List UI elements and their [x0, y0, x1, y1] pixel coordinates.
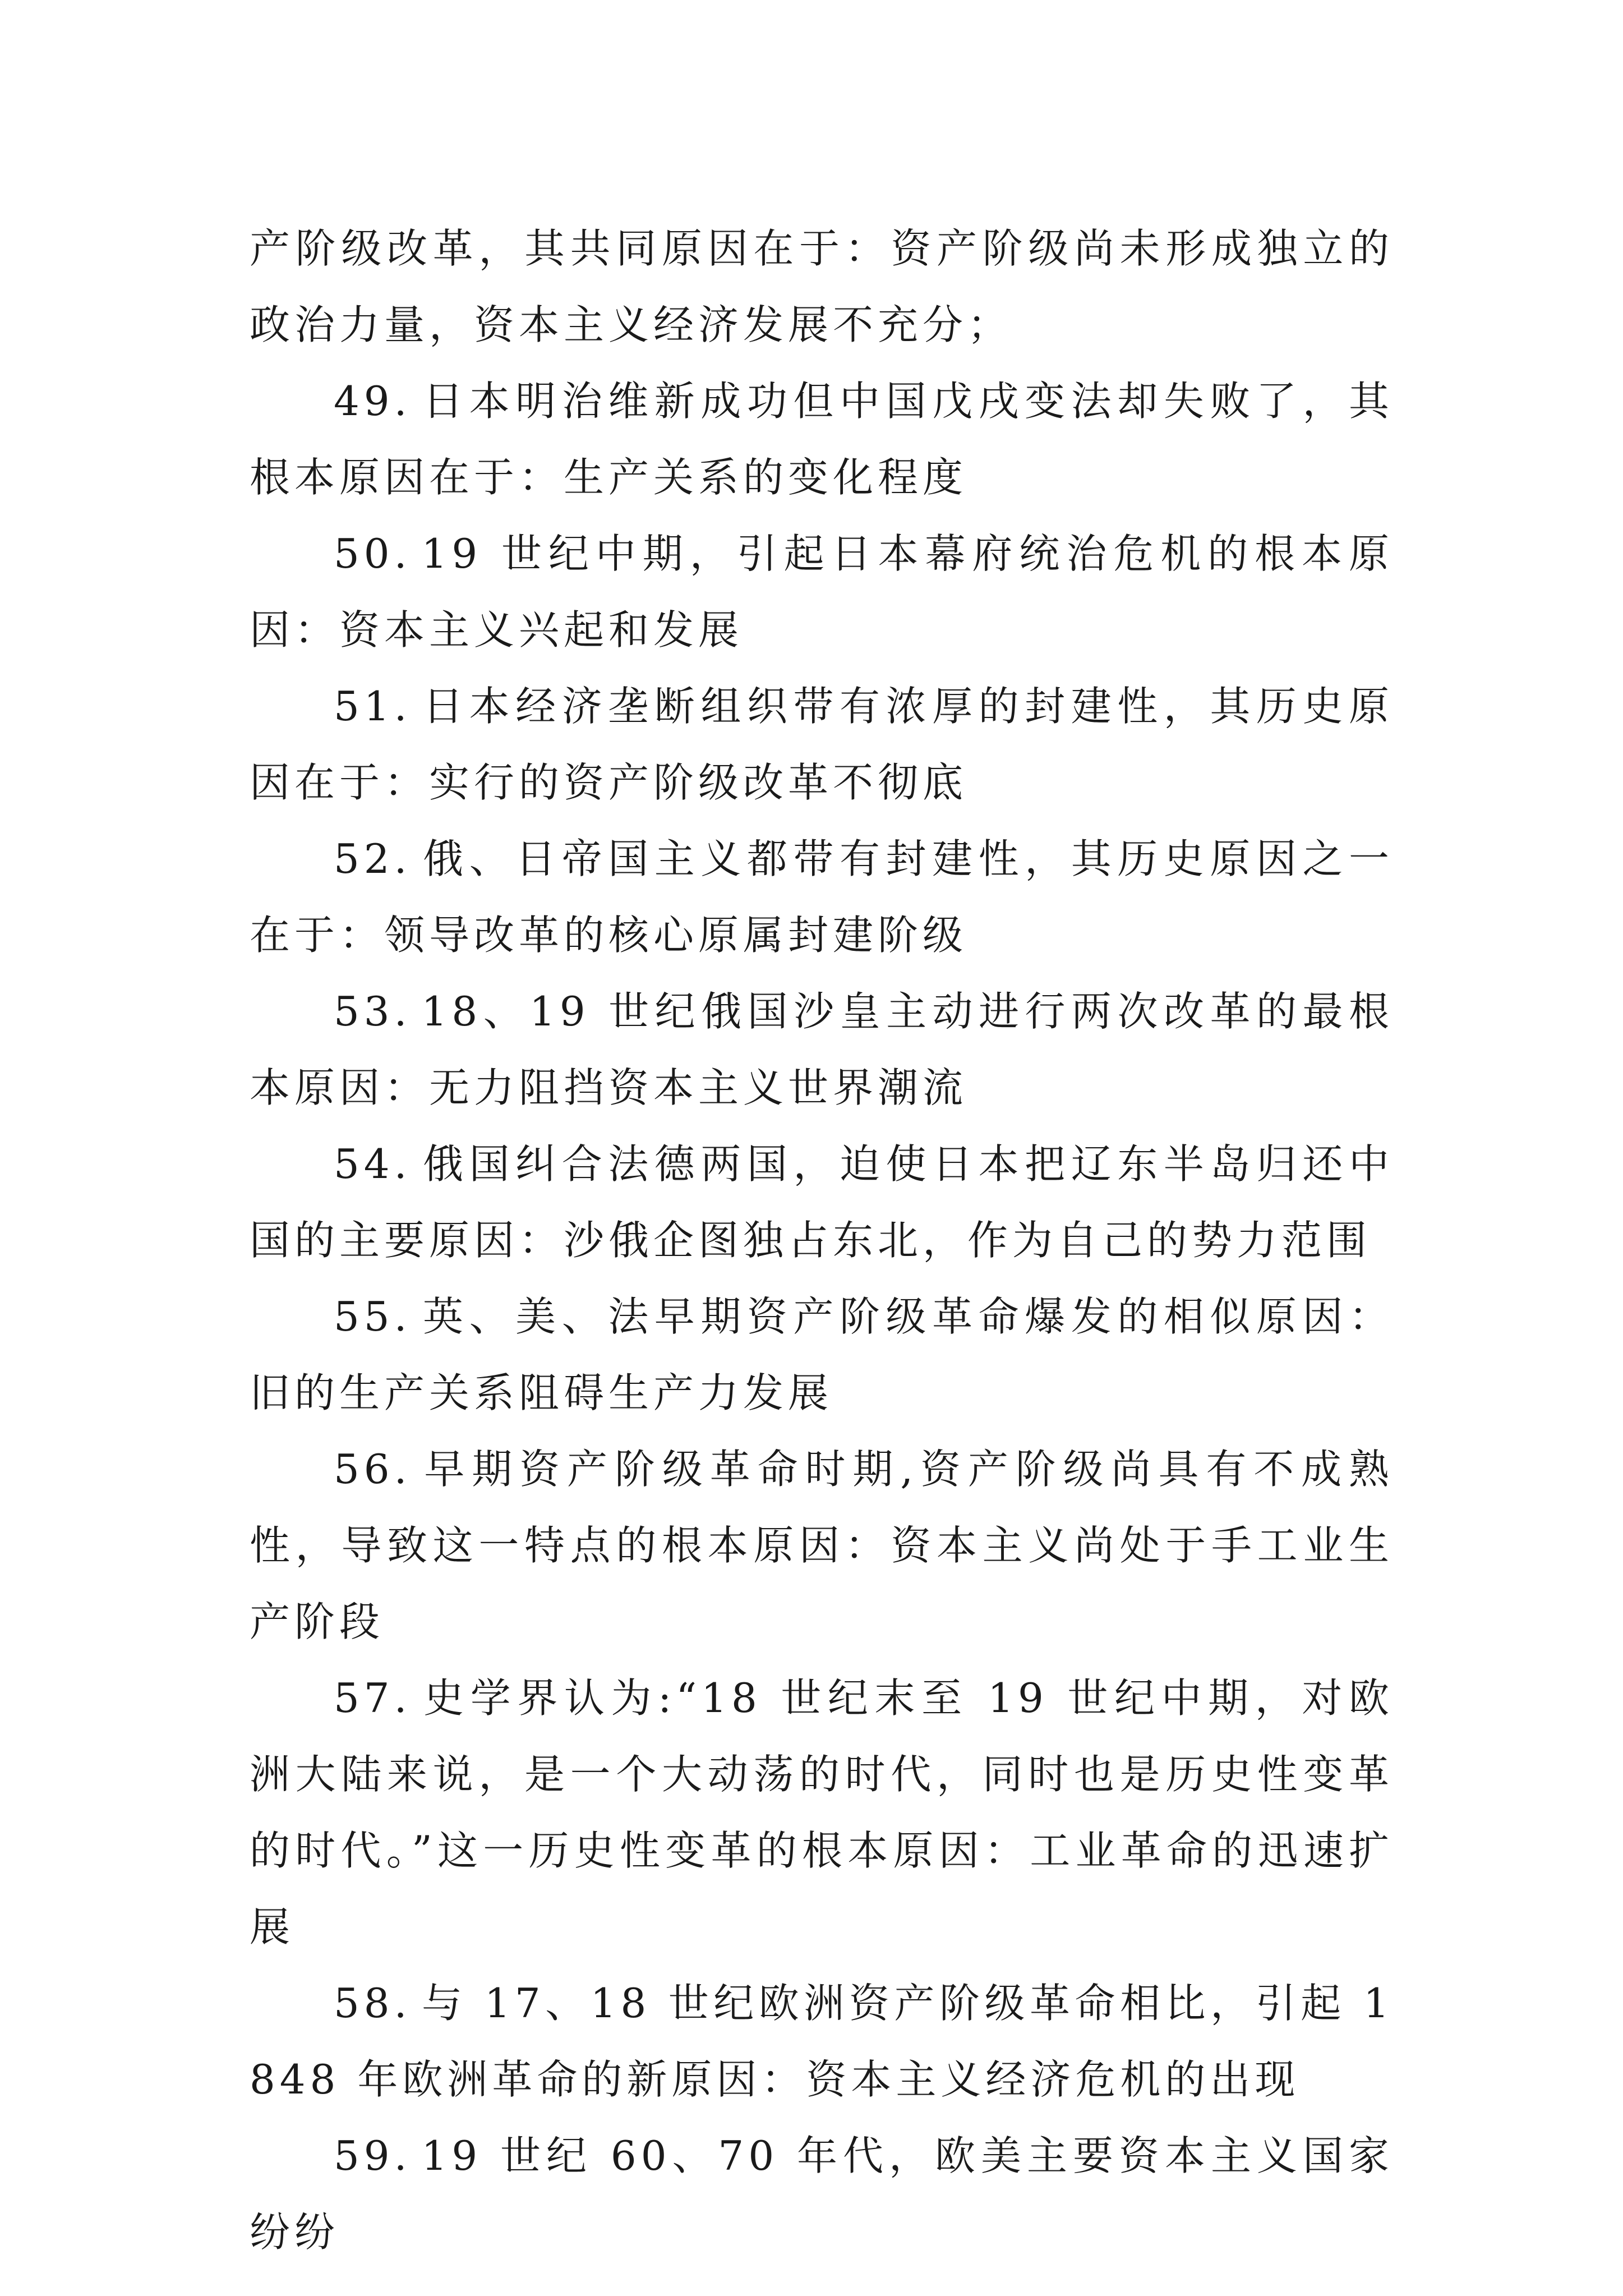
paragraph-item-59 — [250, 2118, 1394, 2270]
paragraph-text: 俄国纠合法德两国，迫使日本把辽东半岛归还中国的主要原因：沙俄企图独占东北，作为自己的势力范围 — [250, 1140, 1394, 1264]
paragraph-text: 英、美、法早期资产阶级革命爆发的相似原因：旧的生产关系阻碍生产力发展 — [250, 1293, 1394, 1416]
paragraph-text: 产阶级改革，其共同原因在于：资产阶级尚未形成独立的政治力量，资本主义经济发展不充分； — [250, 225, 1394, 348]
paragraph-item-54 — [250, 1126, 1394, 1278]
paragraph-item-49 — [250, 363, 1394, 516]
paragraph-text: 与 17、18 世纪欧洲资产阶级革命相比，引起 1848 年欧洲革命的新原因：资本主义经济危机的出现 — [250, 1980, 1394, 2103]
item-number: 56. — [334, 1446, 412, 1493]
paragraph-text: 日本明治维新成功但中国戊戌变法却失败了，其根本原因在于：生产关系的变化程度 — [250, 378, 1394, 501]
paragraph-text: 19 世纪 60、70 年代，欧美主要资本主义国家纷纷 — [250, 2132, 1394, 2256]
item-number: 53. — [334, 988, 412, 1035]
paragraph-text: 18、19 世纪俄国沙皇主动进行两次改革的最根本原因：无力阻挡资本主义世界潮流 — [250, 988, 1394, 1111]
item-number: 50. — [334, 530, 412, 577]
paragraph-item-58 — [250, 1965, 1394, 2118]
document-page — [250, 210, 1394, 2270]
item-number: 59. — [334, 2132, 412, 2179]
paragraph-text: 史学界认为:“18 世纪末至 19 世纪中期，对欧洲大陆来说，是一个大动荡的时代，同时也是历史性变革的时代。”这一历史性变革的根本原因：工业革命的迅速扩展 — [250, 1674, 1394, 1950]
item-number: 55. — [334, 1293, 412, 1340]
paragraph-text: 俄、日帝国主义都带有封建性，其历史原因之一在于：领导改革的核心原属封建阶级 — [250, 835, 1394, 959]
item-number: 58. — [334, 1980, 412, 2027]
paragraph-item-51 — [250, 668, 1394, 821]
paragraph-continuation — [250, 210, 1394, 363]
paragraph-item-52 — [250, 821, 1394, 973]
paragraph-item-56 — [250, 1431, 1394, 1660]
paragraph-text: 早期资产阶级革命时期,资产阶级尚具有不成熟性，导致这一特点的根本原因：资本主义尚处于手工业生产阶段 — [250, 1446, 1394, 1645]
item-number: 54. — [334, 1140, 412, 1188]
item-number: 57. — [334, 1674, 412, 1722]
item-number: 49. — [334, 378, 412, 425]
paragraph-item-55 — [250, 1278, 1394, 1431]
paragraph-text: 日本经济垄断组织带有浓厚的封建性，其历史原因在于：实行的资产阶级改革不彻底 — [250, 683, 1394, 806]
item-number: 51. — [334, 683, 412, 730]
paragraph-text: 19 世纪中期，引起日本幕府统治危机的根本原因：资本主义兴起和发展 — [250, 530, 1394, 654]
paragraph-item-57 — [250, 1660, 1394, 1965]
paragraph-item-53 — [250, 973, 1394, 1126]
item-number: 52. — [334, 835, 412, 882]
paragraph-item-50 — [250, 516, 1394, 668]
